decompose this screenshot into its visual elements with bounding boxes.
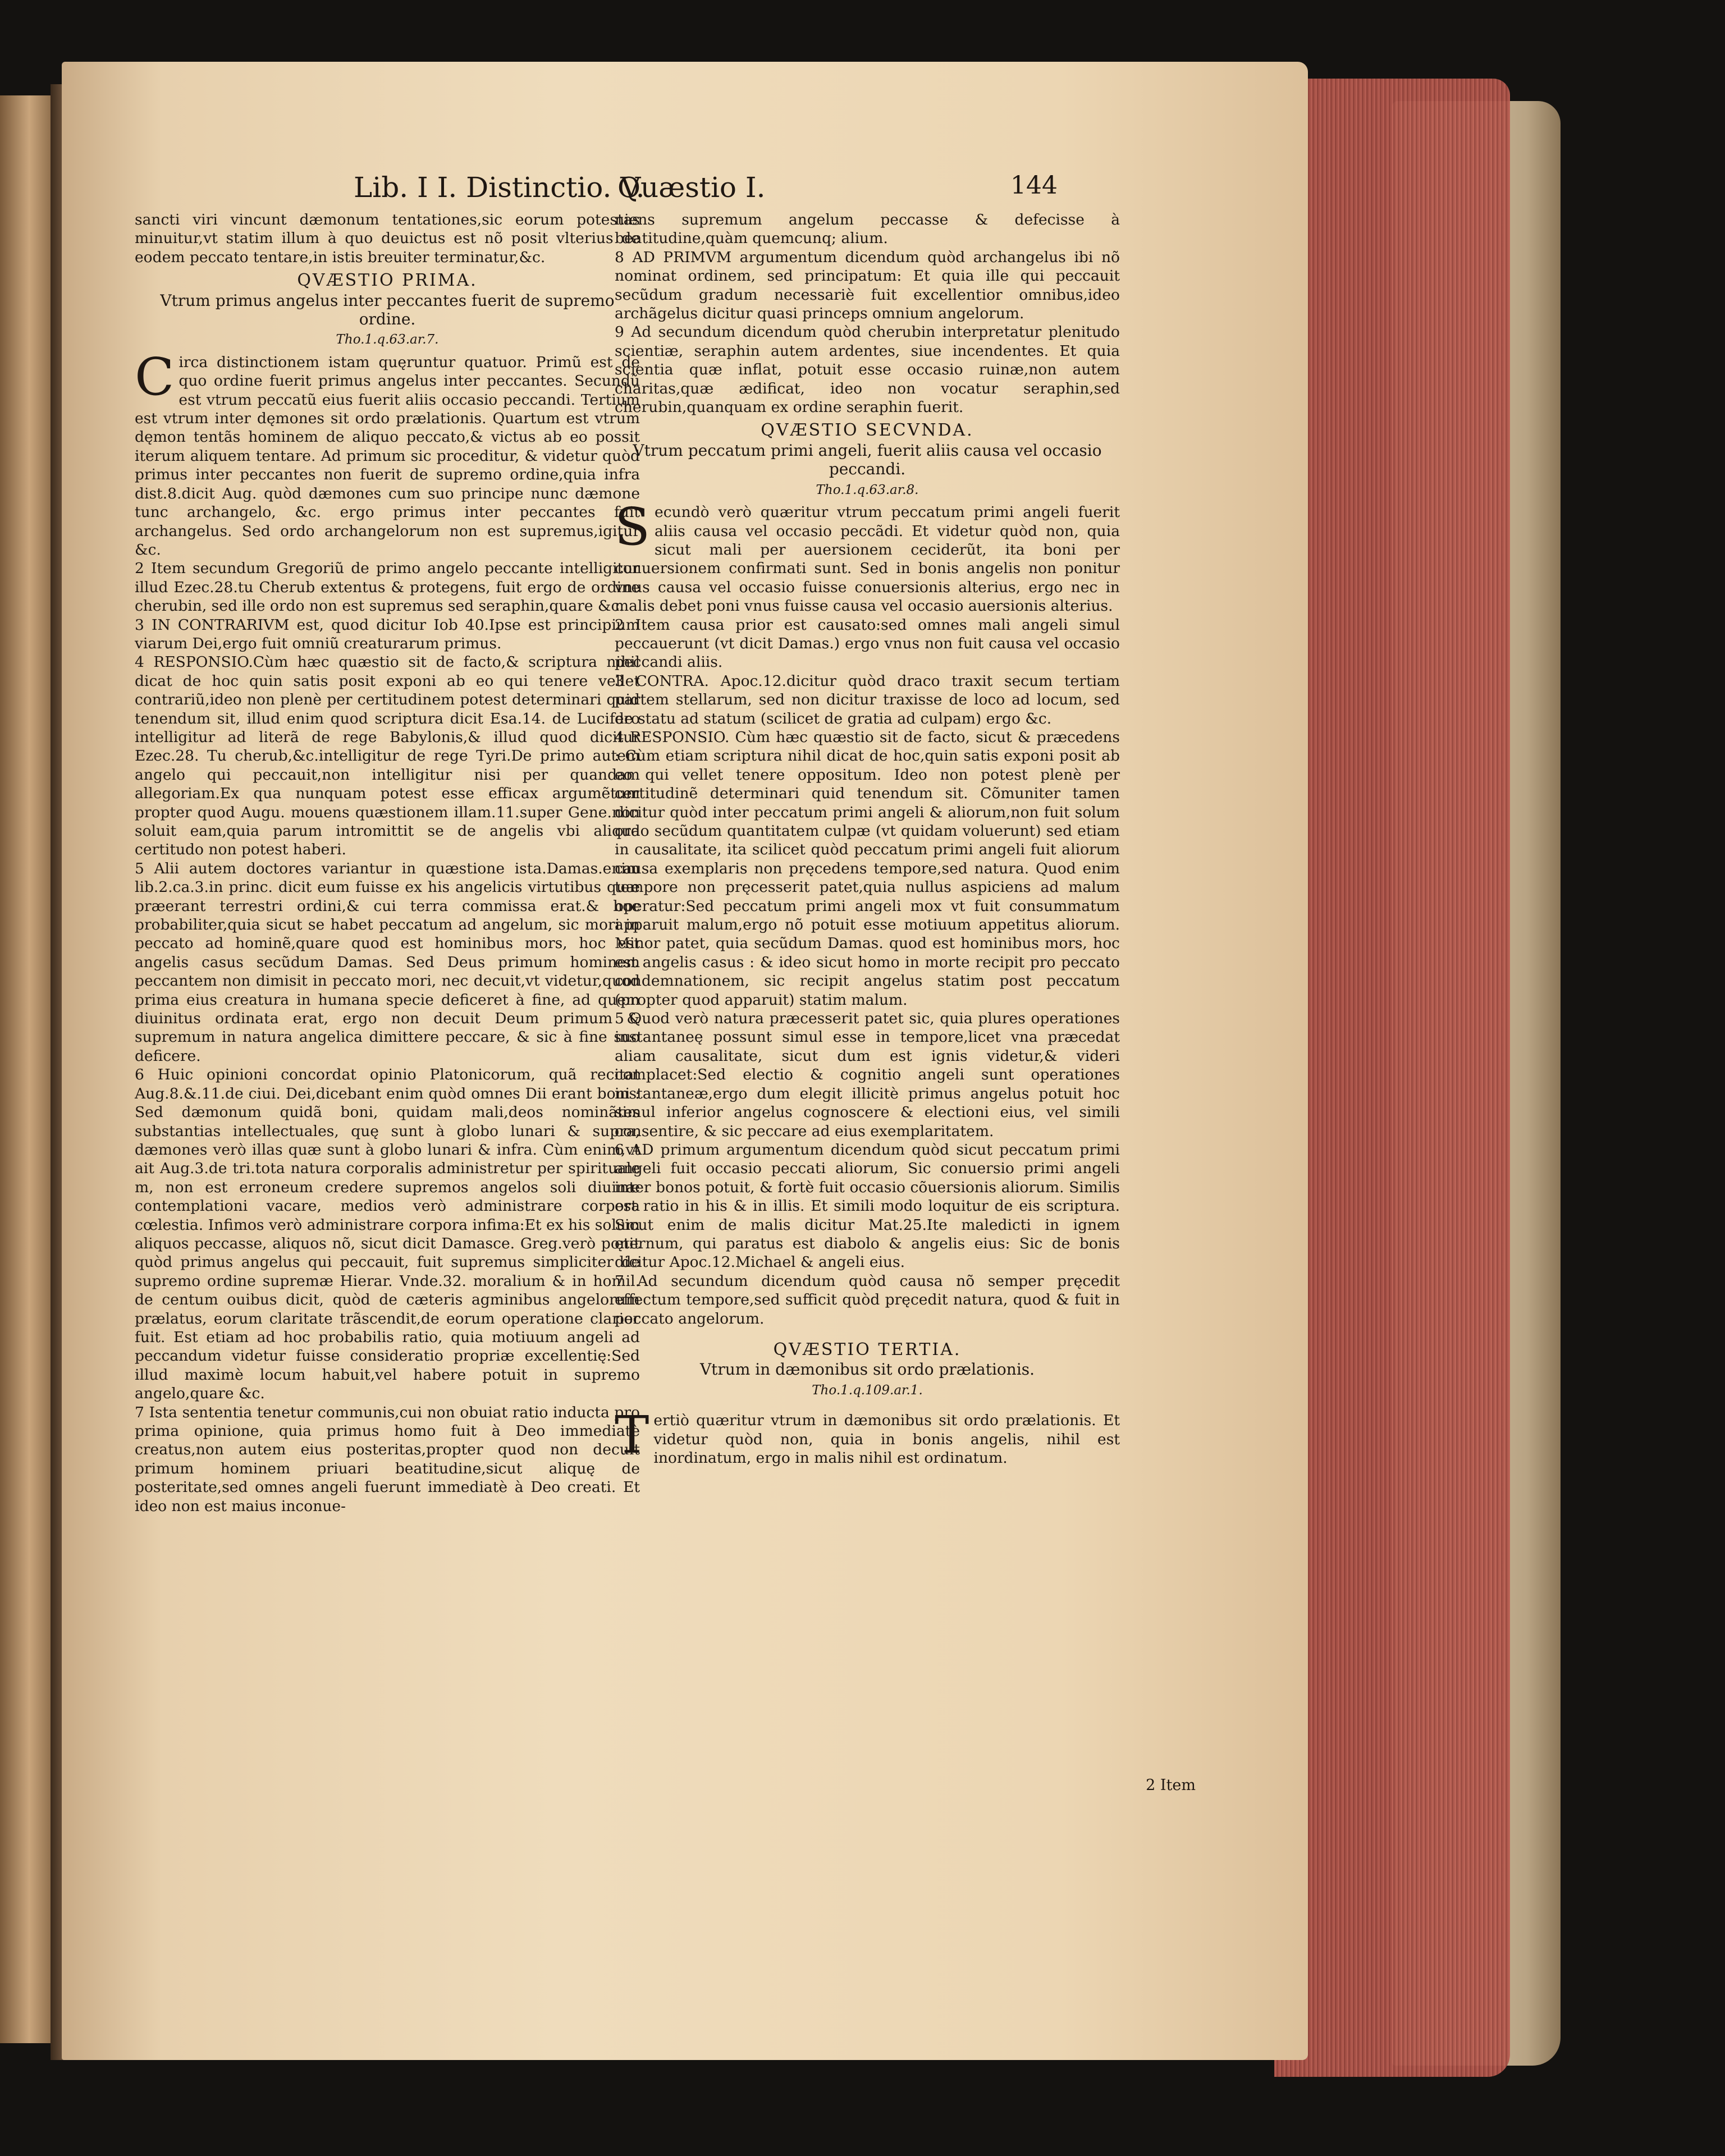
page-number: 144	[1010, 171, 1058, 200]
paragraph: 3 IN CONTRARIVM est, quod dicitur Iob 40.Ipse est principium viarum Dei,ergo fuit omniũ creaturarum primus.	[135, 616, 640, 652]
paragraph: 5 Quod verò natura præcesserit patet sic, quia plures operationes instantaneę possunt simul esse in tempore,licet vna præcedat aliam causalitate, sicut dum est ignis videtur,& videri complacet:Sed electio & cognitio angeli sunt operationes instantaneæ,ergo dum elegit illicitè primus angelus potuit hoc simul inferior angelus cognoscere & electioni eius, vel simili consentire, & sic peccare ad eius exemplaritatem.	[615, 1010, 1120, 1140]
paragraph: 4 RESPONSIO.Cùm hæc quæstio sit de facto,& scriptura nihil dicat de hoc quin satis posit exponi ab eo qui tenere vellet contrariũ,ideo non plenè per certitudinem potest determinari quid tenendum sit, illud enim quod scriptura dicit Esa.14. de Lucifero intelligitur ad literã de rege Babylonis,& illud quod dicitur Ezec.28. Tu cherub,&c.intelligitur de rege Tyri.De primo autem angelo qui peccauit,non intelligitur nisi per quandam allegoriam.Ex qua nunquam potest esse efficax argumẽtum propter quod Augu. mouens quæstionem illam.11.super Gene.non soluit eam,quia parum intromittit se de angelis vbi aliqua certitudo non potest haberi.	[135, 653, 640, 859]
paragraph: 8 AD PRIMVM argumentum dicendum quòd archangelus ibi nõ nominat ordinem, sed principatum: Et quia ille qui peccauit secũdum gradum necessariè fuit excellentior omnibus,ideo archãgelus dicitur quasi princeps omnium angelorum.	[615, 248, 1120, 323]
paragraph: 9 Ad secundum dicendum quòd cherubin interpretatur plenitudo scientiæ, seraphin autem ardentes, siue incendentes. Et quia scientia quæ inflat, potuit esse occasio ruinæ,non autem charitas,quæ ædificat, ideo non vocatur seraphin,sed cherubin,quanquam ex ordine seraphin fuerit.	[615, 323, 1120, 416]
catchword: 2 Item	[1146, 1777, 1196, 1794]
left-column	[135, 210, 640, 1516]
paragraph: 6 AD primum argumentum dicendum quòd sicut peccatum primi angeli fuit occasio peccati aliorum, Sic conuersio primi angeli inter bonos potuit, & fortè fuit occasio cõuersionis aliorum. Similis est ratio in his & in illis. Et simili modo loquitur de eis scriptura. Sicut enim de malis dicitur Mat.25.Ite maledicti in ignem ęternum, qui paratus est diabolo & angelis eius: Sic de bonis dicitur Apoc.12.Michael & angeli eius.	[615, 1141, 1120, 1271]
question-heading: QVÆSTIO SECVNDA.	[761, 420, 974, 441]
question-heading: QVÆSTIO PRIMA.	[297, 271, 478, 291]
previous-page-edge	[0, 95, 53, 2043]
paragraph: Secundò verò quæritur vtrum peccatum primi angeli fuerit aliis causa vel occasio peccãdi. Et videtur quòd non, quia sicut mali per auersionem ceciderũt, ita boni per conuersionem confirmati sunt. Sed in bonis angelis non ponitur vnus causa vel occasio fuisse conuersionis alterius, ergo nec in malis debet poni vnus fuisse causa vel occasio auersionis alterius.	[615, 497, 1120, 615]
paragraph: 6 Huic opinioni concordat opinio Platonicorum, quã recitat Aug.8.&.11.de ciui. Dei,dicebant enim quòd omnes Dii erant boni : Sed dæmonum quidã boni, quidam mali,deos nominãtes substantias intellectuales, quę sunt à globo lunari & supra, dæmones verò illas quæ sunt à globo lunari & infra. Cùm enim,vt ait Aug.3.de tri.tota natura corporalis administretur per spirituale m, non est erroneum credere supremos angelos soli diuinæ contemplationi vacare, medios verò administrare corpora cœlestia. Infimos verò administrare corpora infima:Et ex his solum aliquos peccasse, aliquos nõ, sicut dicit Damasce. Greg.verò ponit quòd primus angelus qui peccauit, fuit supremus simpliciter de supremo ordine supremæ Hierar. Vnde.32. moralium & in homil. de centum ouibus dicit, quòd de cæteris agminibus angelorum prælatus, eorum claritate trãscendit,de eorum operatione clarior fuit. Est etiam ad hoc probabilis ratio, quia motiuum angeli ad peccandum videtur fuisse consideratio propriæ excellentię:Sed illud maximè locum habuit,vel habere potuit in supremo angelo,quare &c.	[135, 1066, 640, 1403]
running-head-left: Lib. I I. Distinctio. V.	[354, 171, 645, 204]
paragraph: 7 Ista sententia tenetur communis,cui non obuiat ratio inducta pro prima opinione, quia primus homo fuit à Deo immediatè creatus,non autem eius posteritas,propter quod non decuit primum hominem priuari beatitudine,sicut aliquę de posteritate,sed omnes angeli fuerunt immediatè à Deo creati. Et ideo non est maius inconue-	[135, 1403, 640, 1515]
running-head-center: Quæstio I.	[617, 171, 766, 204]
question-title: Vtrum peccatum primi angeli, fuerit aliis causa vel occasio peccandi.	[633, 441, 1102, 479]
page-text	[135, 171, 1212, 1805]
paragraph: 3 CONTRA. Apoc.12.dicitur quòd draco traxit secum tertiam partem stellarum, sed non dicitur traxisse de loco ad locum, sed de statu ad statum (scilicet de gratia ad culpam) ergo &c.	[615, 672, 1120, 727]
paragraph: Tertiò quæritur vtrum in dæmonibus sit ordo prælationis. Et videtur quòd non, quia in bonis angelis, nihil est inordinatum, ergo in malis nihil est ordinatum.	[615, 1405, 1120, 1467]
paragraph: 2 Item causa prior est causato:sed omnes mali angeli simul peccauerunt (vt dicit Damas.) ergo vnus non fuit causa vel occasio peccandi aliis.	[615, 616, 1120, 671]
paragraph: 7 Ad secundum dicendum quòd causa nõ semper pręcedit effectum tempore,sed sufficit quòd pręcedit natura, quod & fuit in peccato angelorum.	[615, 1272, 1120, 1328]
question-heading: QVÆSTIO TERTIA.	[773, 1339, 962, 1359]
paragraph: 5 Alii autem doctores variantur in quæstione ista.Damas.enim lib.2.ca.3.in princ. dicit eum fuisse ex his angelicis virtutibus quæ præerant terrestri ordini,& cui terra commissa erat.& hoc probabiliter,quia sicut se habet peccatum ad angelum, sic mori in peccato ad hominẽ,quare quod est hominibus mors, hoc est angelis casus secũdum Damas. Sed Deus primum hominem peccantem non dimisit in peccato mori, nec decuit,vt videtur,quod prima eius creatura in humana specie deficeret à fine, ad quem diuinitus ordinata erat, ergo non decuit Deum primum & supremum in natura angelica dimittere peccare, & sic à fine suo deficere.	[135, 859, 640, 1065]
paragraph: 2 Item secundum Gregoriũ de primo angelo peccante intelligitur illud Ezec.28.tu Cherub extentus & protegens, fuit ergo de ordine cherubin, sed ille ordo non est supremus sed seraphin,quare &c.	[135, 560, 640, 615]
red-fore-edge	[1274, 79, 1510, 2077]
paragraph: niens supremum angelum peccasse & defecisse à beatitudine,quàm quemcunq; alium.	[615, 211, 1120, 248]
question-reference: Tho.1.q.109.ar.1.	[812, 1383, 923, 1398]
paragraph: 4 RESPONSIO. Cùm hæc quæstio sit de facto, sicut & præcedens : Cùm etiam scriptura nihil dicat de hoc,quin satis exponi posit ab eo qui vellet tenere oppositum. Ideo non potest plenè per certitudinẽ determinari quid tenendum sit. Cõmuniter tamen dicitur quòd inter peccatum primi angeli & aliorum,non fuit solum ordo secũdum quantitatem culpæ (vt quidam voluerunt) sed etiam in causalitate, ita scilicet quòd peccatum primi angeli fuit aliorum causa exemplaris non pręcedens tempore,sed natura. Quod enim tempore non pręcesserit patet,quia nullus aspiciens ad malum operatur:Sed peccatum primi angeli mox vt fuit consummatum apparuit malum,ergo nõ potuit esse motiuum appetitus aliorum. Minor patet, quia secũdum Damas. quod est hominibus mors, hoc est angelis casus : & ideo sicut homo in morte recipit pro peccato condemnationem, sic recipit angelus statim post peccatum (propter quod apparuit) statim malum.	[615, 728, 1120, 1009]
question-title: Vtrum in dæmonibus sit ordo prælationis.	[699, 1360, 1035, 1379]
question-reference: Tho.1.q.63.ar.7.	[336, 332, 439, 347]
paragraph: Circa distinctionem istam quęruntur quatuor. Primũ est de quo ordine fuerit primus angelus inter peccantes. Secundũ est vtrum peccatũ eius fuerit aliis occasio peccandi. Tertium est vtrum inter dęmones sit ordo prælationis. Quartum est vtrum dęmon tentãs hominem de aliquo peccato,& victus ab eo possit iterum aliquem tentare. Ad primum sic proceditur, & videtur quòd primus inter peccantes non fuerit de supremo ordine,quia infra dist.8.dicit Aug. quòd dæmones cum suo principe nunc dæmone tunc archangelo, &c. ergo primus inter peccantes fuit archangelus. Sed ordo archangelorum non est supremus,igitur &c.	[135, 346, 640, 559]
paragraph: sancti viri vincunt dæmonum tentationes,sic eorum potestas minuitur,vt statim illum à quo deuictus est nõ posit vlterius de eodem peccato tentare,in istis breuiter terminatur,&c.	[135, 211, 640, 266]
question-reference: Tho.1.q.63.ar.8.	[816, 482, 919, 497]
question-title: Vtrum primus angelus inter peccantes fuerit de supremo ordine.	[160, 291, 615, 329]
right-column	[615, 210, 1120, 1467]
